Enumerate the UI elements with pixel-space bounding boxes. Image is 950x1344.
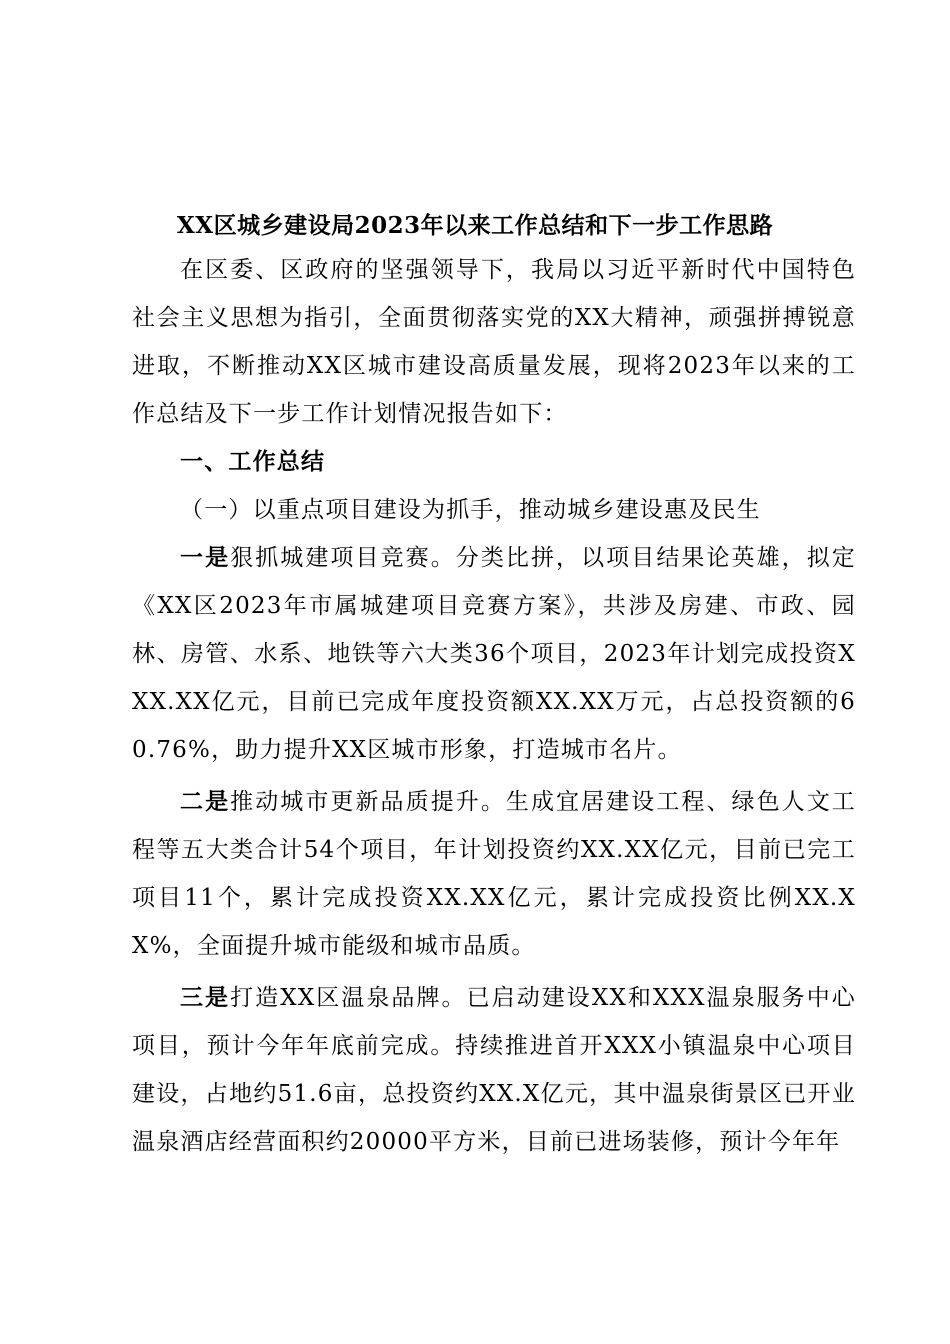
item-lead: 一是 (180, 544, 231, 571)
item-lead: 三是 (180, 984, 231, 1011)
item-text: 狠抓城建项目竞赛。分类比拼，以项目结果论英雄，拟定《XX区2023年市属城建项目竞赛方案》，共涉及房建、市政、园林、房管、水系、地铁等六大类36个项目，2023年计划完成投资XXX.XX亿元，目前已完成年度投资额XX.XX万元，占总投资额的60.76%，助力提升XX区城市形象，打造城市名片。 (132, 545, 856, 763)
summary-item (132, 534, 856, 774)
document-body (132, 246, 856, 1166)
intro-paragraph: 在区委、区政府的坚强领导下，我局以习近平新时代中国特色社会主义思想为指引，全面贯彻落实党的XX大精神，顽强拼搏锐意进取，不断推动XX区城市建设高质量发展，现将2023年以来的工作总结及下一步工作计划情况报告如下： (132, 257, 856, 427)
document-title: XX区城乡建设局2023年以来工作总结和下一步工作思路 (176, 212, 774, 239)
section-heading: 一、工作总结 (180, 448, 326, 475)
subsection-heading: （一）以重点项目建设为抓手，推动城乡建设惠及民生 (180, 497, 761, 523)
item-lead: 二是 (180, 788, 231, 815)
item-text: 推动城市更新品质提升。生成宜居建设工程、绿色人文工程等五大类合计54个项目，年计划投资约XX.XX亿元，目前已完工项目11个，累计完成投资XX.XX亿元，累计完成投资比例XX.XX%，全面提升城市能级和城市品质。 (132, 789, 856, 959)
item-text: 打造XX区温泉品牌。已启动建设XX和XXX温泉服务中心项目，预计今年年底前完成。持续推进首开XXX小镇温泉中心项目建设，占地约51.6亩，总投资约XX.X亿元，其中温泉街景区已开业温泉酒店经营面积约20000平方米，目前已进场装修，预计今年年 (132, 985, 856, 1155)
summary-item (132, 778, 856, 970)
summary-item (132, 974, 856, 1166)
